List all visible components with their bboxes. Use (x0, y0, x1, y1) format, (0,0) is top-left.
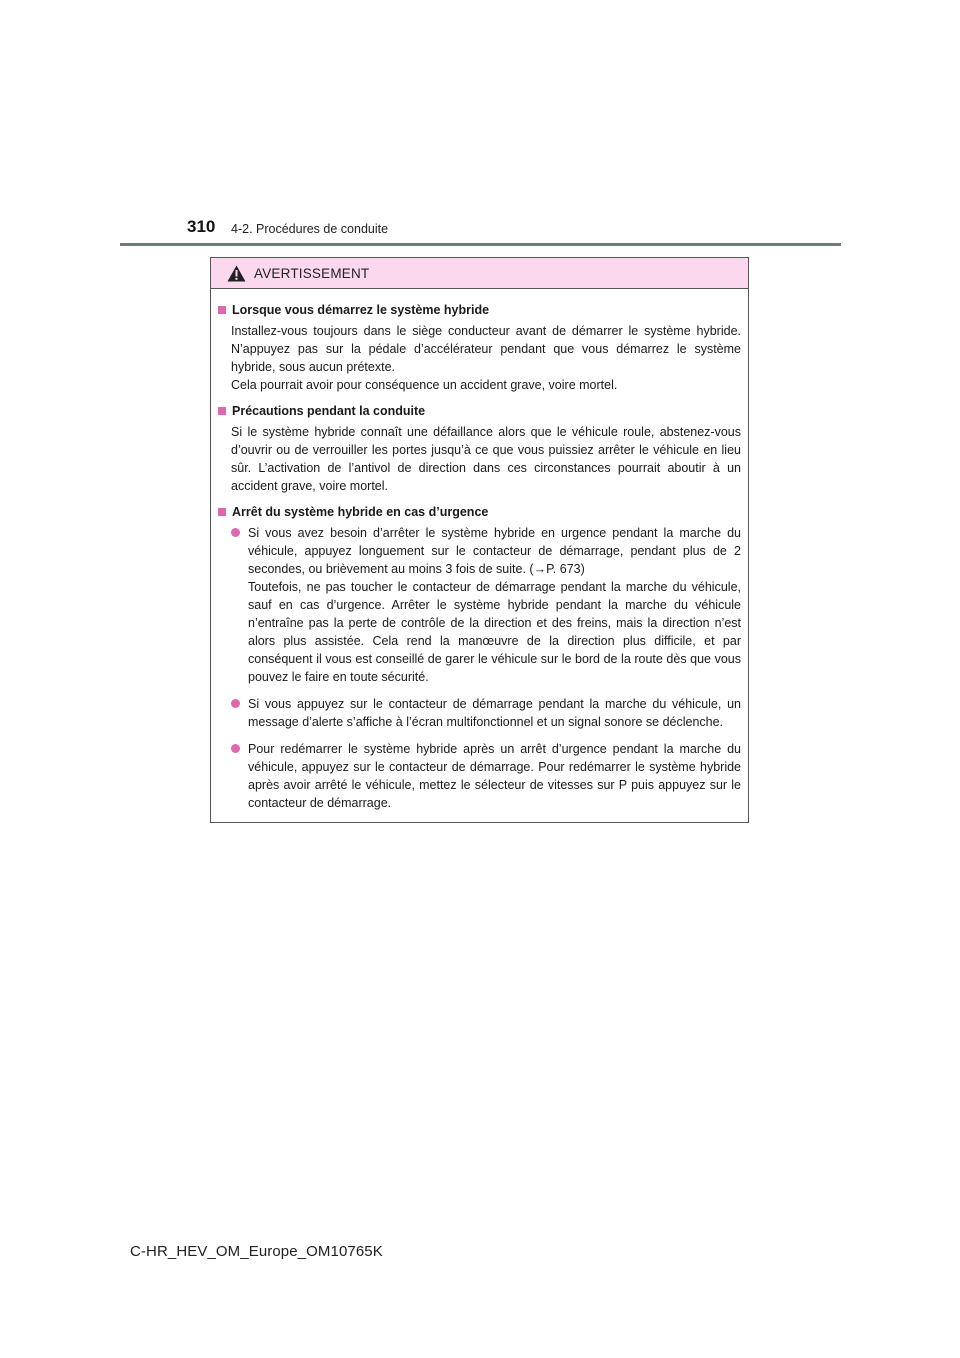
bullet-line: Si vous appuyez sur le contacteur de démarrage pendant la marche du véhicule, un message d’alerte s’affiche à l’écran multifonctionnel et un signal sonore se déclenche. (248, 697, 741, 729)
bullet-line: Si vous avez besoin d’arrêter le système hybride en urgence pendant la marche du véhicule, appuyez longuement sur le contacteur de démarrage, pendant plus de 2 secondes, ou brièvement au moins 3 fois de suite. (→P. 673) (248, 526, 741, 576)
square-bullet-icon (218, 306, 226, 314)
bullet-item (218, 695, 741, 731)
bullet-item (218, 524, 741, 686)
warning-triangle-icon (227, 265, 246, 282)
header-rule (120, 243, 841, 246)
circle-bullet-icon (231, 528, 240, 537)
circle-bullet-icon (231, 699, 240, 708)
warning-item (218, 402, 741, 495)
item-heading-text: Arrêt du système hybride en cas d’urgence (232, 505, 489, 519)
item-heading (218, 402, 741, 420)
circle-bullet-icon (231, 744, 240, 753)
footer-manual-id: C-HR_HEV_OM_Europe_OM10765K (130, 1243, 383, 1260)
bullet-text (248, 524, 741, 686)
warning-item (218, 503, 741, 812)
item-paragraph: Cela pourrait avoir pour conséquence un accident grave, voire mortel. (231, 378, 618, 392)
item-heading-text: Précautions pendant la conduite (232, 404, 426, 418)
item-heading-text: Lorsque vous démarrez le système hybride (232, 303, 490, 317)
warning-title: AVERTISSEMENT (254, 265, 370, 281)
bullet-item (218, 740, 741, 812)
warning-box (210, 257, 749, 823)
item-paragraph: Si le système hybride connaît une défaillance alors que le véhicule roule, abstenez-vous d’ouvrir ou de verrouiller les portes jusqu’à ce que vous puissiez arrêter le véhicule en lieu sûr. L’activation de l’antivol de direction dans ces circonstances pourrait aboutir à un accident grave, voire mortel. (231, 425, 741, 493)
bullet-line: Pour redémarrer le système hybride après un arrêt d’urgence pendant la marche du véhicule, appuyez sur le contacteur de démarrage. Pour redémarrer le système hybride après avoir arrêté le véhicule, mettez le sélecteur de vitesses sur P puis appuyez sur le contacteur de démarrage. (248, 742, 741, 810)
page-number: 310 (187, 217, 216, 236)
item-heading (218, 503, 741, 521)
item-heading (218, 301, 741, 319)
bullet-text (248, 740, 741, 812)
warning-body (211, 289, 748, 812)
square-bullet-icon (218, 508, 226, 516)
warning-item (218, 301, 741, 394)
bullet-line: Toutefois, ne pas toucher le contacteur de démarrage pendant la marche du véhicule, sauf en cas d’urgence. Arrêter le système hybride pendant la marche du véhicule n’entraîne pas la perte de contrôle de la direction et des freins, mais la direction n’est alors plus assistée. Cela rend la manœuvre de la direction plus difficile, et par conséquent il vous est conseillé de garer le véhicule sur le bord de la route dès que vous pouvez le faire en toute sécurité. (248, 580, 741, 684)
bullet-text (248, 695, 741, 731)
item-paragraph: Installez-vous toujours dans le siège conducteur avant de démarrer le système hybride. N’appuyez pas sur la pédale d’accélérateur pendant que vous démarrez le système hybride, sous aucun prétexte. (231, 324, 741, 374)
warning-header (211, 258, 748, 289)
square-bullet-icon (218, 407, 226, 415)
section-title: 4-2. Procédures de conduite (231, 222, 389, 236)
